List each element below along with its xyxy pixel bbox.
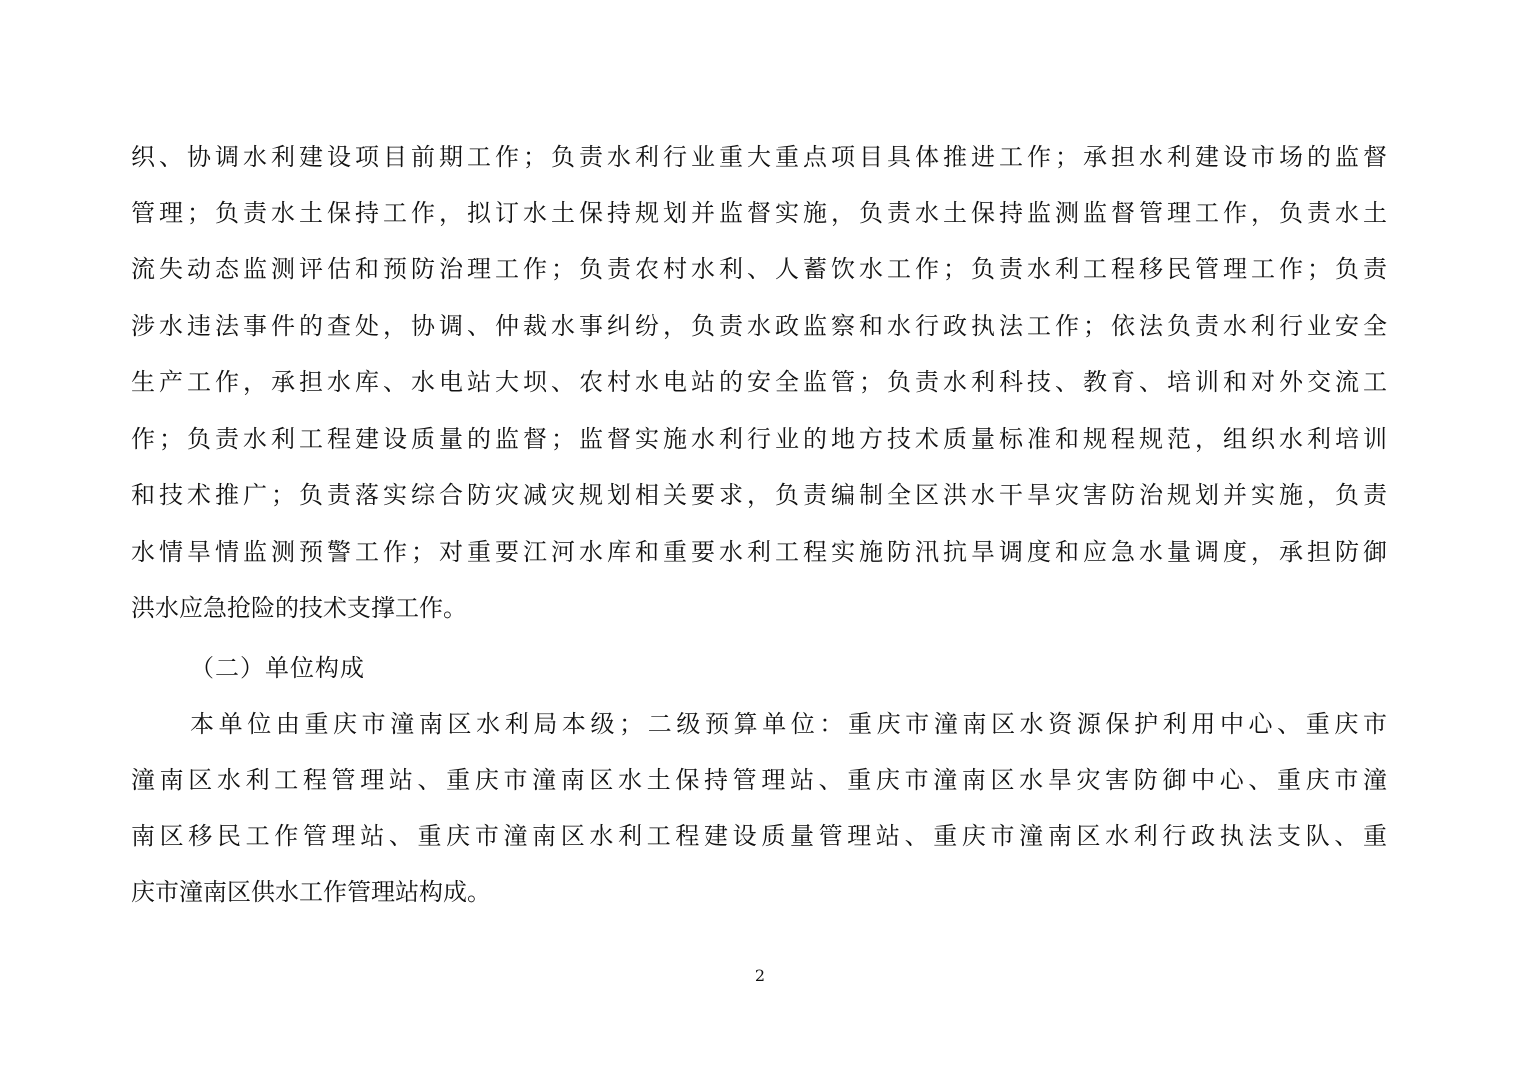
- page-number: 2: [754, 966, 766, 985]
- paragraph-line: 潼南区水利工程管理站、重庆市潼南区水土保持管理站、重庆市潼南区水旱灾害防御中心、重庆市潼: [131, 766, 1387, 794]
- paragraph-line: 管理；负责水土保持工作，拟订水土保持规划并监督实施，负责水土保持监测监督管理工作，负责水土: [131, 199, 1387, 227]
- paragraph-line: 南区移民工作管理站、重庆市潼南区水利工程建设质量管理站、重庆市潼南区水利行政执法支队、重: [131, 822, 1387, 850]
- paragraph-line: 生产工作，承担水库、水电站大坝、农村水电站的安全监管；负责水利科技、教育、培训和对外交流工: [131, 368, 1387, 396]
- section-heading: （二）单位构成: [190, 654, 365, 682]
- paragraph-line: 和技术推广；负责落实综合防灾减灾规划相关要求，负责编制全区洪水干旱灾害防治规划并实施，负责: [131, 481, 1387, 509]
- paragraph-line: 洪水应急抢险的技术支撑工作。: [131, 594, 467, 622]
- paragraph-line: 流失动态监测评估和预防治理工作；负责农村水利、人蓄饮水工作；负责水利工程移民管理工作；负责: [131, 255, 1387, 283]
- paragraph-line: 水情旱情监测预警工作；对重要江河水库和重要水利工程实施防汛抗旱调度和应急水量调度，承担防御: [131, 538, 1387, 566]
- paragraph-line: 涉水违法事件的查处，协调、仲裁水事纠纷，负责水政监察和水行政执法工作；依法负责水利行业安全: [131, 312, 1387, 340]
- paragraph-line: 本单位由重庆市潼南区水利局本级；二级预算单位：重庆市潼南区水资源保护利用中心、重庆市: [190, 710, 1387, 738]
- paragraph-line: 作；负责水利工程建设质量的监督；监督实施水利行业的地方技术质量标准和规程规范，组织水利培训: [131, 425, 1387, 453]
- paragraph-line: 织、协调水利建设项目前期工作；负责水利行业重大重点项目具体推进工作；承担水利建设市场的监督: [131, 143, 1387, 171]
- paragraph-line: 庆市潼南区供水工作管理站构成。: [131, 878, 491, 906]
